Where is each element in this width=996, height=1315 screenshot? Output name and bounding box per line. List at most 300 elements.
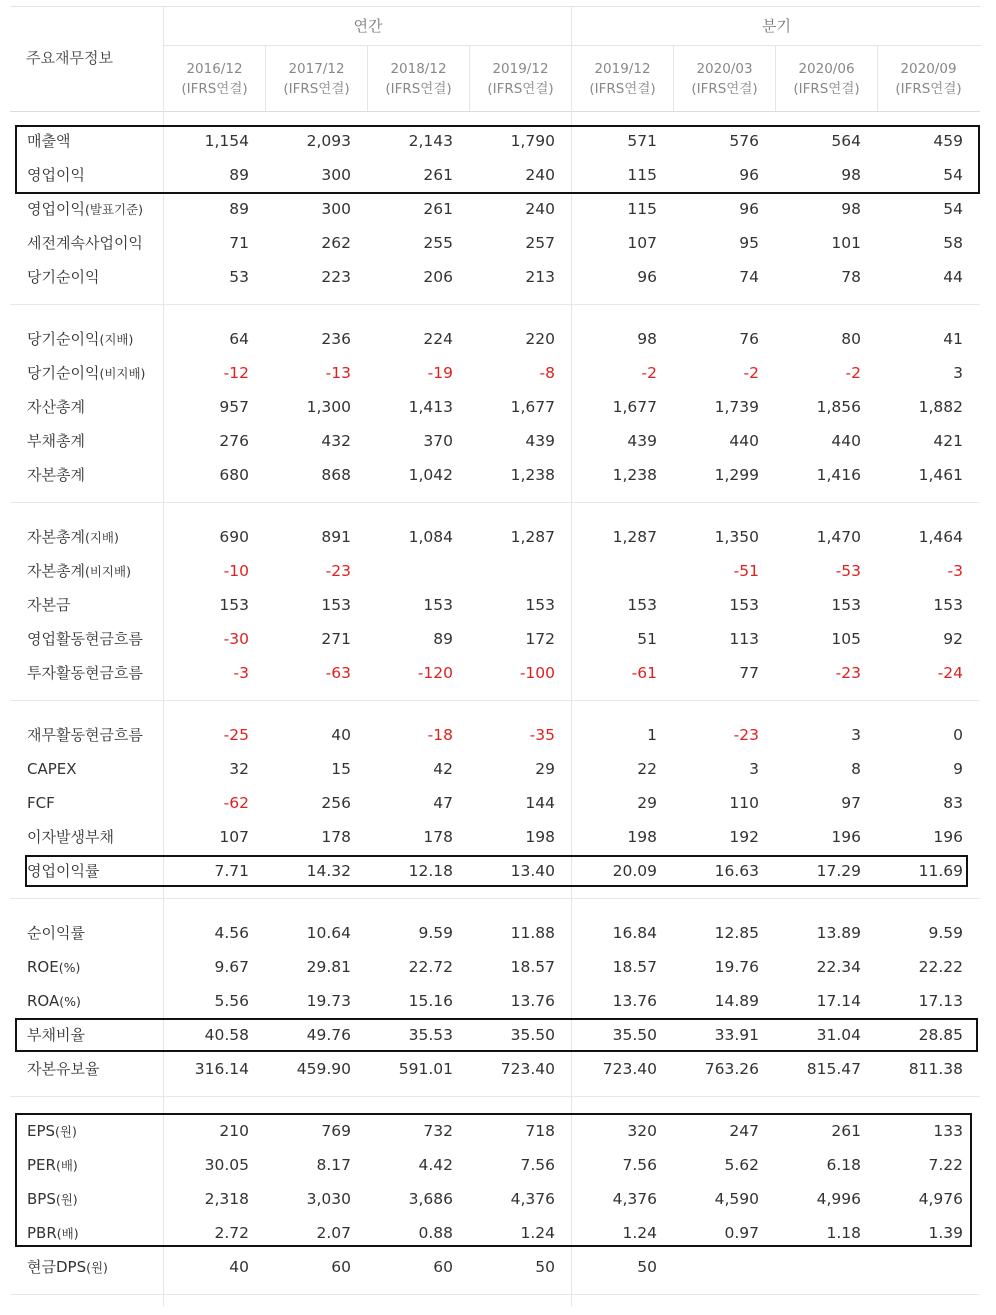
table-cell: 33.91	[714, 1026, 759, 1044]
row-label	[27, 1052, 99, 1086]
table-cell: 723.40	[602, 1060, 657, 1078]
period-header-8	[877, 45, 979, 111]
row-label	[27, 950, 80, 984]
table-row	[10, 950, 980, 984]
period-header-6	[673, 45, 775, 111]
row-label	[27, 1250, 108, 1284]
table-cell: 40	[331, 726, 351, 744]
table-cell: 153	[525, 596, 555, 614]
row-label	[27, 520, 119, 554]
table-cell: 1,299	[714, 466, 759, 484]
table-cell: 16.63	[714, 862, 759, 880]
table-cell: 1,300	[306, 398, 351, 416]
table-cell: 28.85	[918, 1026, 963, 1044]
table-cell: 153	[831, 596, 861, 614]
period-basis: (IFRS연결)	[691, 81, 758, 97]
table-cell: 564	[831, 132, 861, 150]
period-header-1	[163, 45, 265, 111]
table-cell: 178	[423, 828, 453, 846]
table-cell	[571, 554, 657, 588]
period-basis: (IFRS연결)	[589, 81, 656, 97]
table-row	[10, 752, 980, 786]
table-cell: 1.24	[520, 1224, 555, 1242]
section-divider	[10, 700, 980, 701]
table-cell: 83	[943, 794, 963, 812]
table-cell: 1,413	[408, 398, 453, 416]
table-cell: 3	[953, 364, 963, 382]
table-cell: 153	[423, 596, 453, 614]
table-cell: 15.16	[408, 992, 453, 1010]
table-row	[10, 356, 980, 390]
row-label-unit: (비지배)	[99, 366, 146, 381]
table-cell: 115	[627, 200, 657, 218]
table-cell: 440	[831, 432, 861, 450]
table-cell: 680	[219, 466, 249, 484]
table-cell: 1.24	[622, 1224, 657, 1242]
table-cell: 4,376	[510, 1190, 555, 1208]
table-cell: 718	[525, 1122, 555, 1140]
table-cell: 868	[321, 466, 351, 484]
table-cell: 2,093	[306, 132, 351, 150]
table-cell: 271	[321, 630, 351, 648]
table-cell: -10	[223, 562, 249, 580]
section-divider	[10, 898, 980, 899]
table-cell: -120	[417, 664, 453, 682]
table-cell: 1.18	[826, 1224, 861, 1242]
table-cell: 198	[627, 828, 657, 846]
table-cell: -19	[427, 364, 453, 382]
table-row	[10, 192, 980, 226]
row-label	[27, 622, 143, 656]
table-cell: 105	[831, 630, 861, 648]
table-cell: 256	[321, 794, 351, 812]
table-cell: 4.56	[214, 924, 249, 942]
row-label-text: 영업활동현금흐름	[27, 630, 143, 648]
table-cell: 96	[739, 200, 759, 218]
table-cell: 213	[525, 268, 555, 286]
table-cell: 2.72	[214, 1224, 249, 1242]
table-cell: 300	[321, 200, 351, 218]
table-cell: 107	[219, 828, 249, 846]
table-cell: 1,856	[816, 398, 861, 416]
row-label	[27, 984, 81, 1018]
row-label-text: 이자발생부채	[27, 828, 114, 846]
table-cell: 47	[433, 794, 453, 812]
table-cell: 29	[637, 794, 657, 812]
table-cell: 236	[321, 330, 351, 348]
table-cell: 14.89	[714, 992, 759, 1010]
table-cell: 7.71	[214, 862, 249, 880]
table-cell: 17.29	[816, 862, 861, 880]
row-label-unit: (배)	[55, 1158, 78, 1173]
row-label-text: CAPEX	[27, 760, 77, 778]
table-cell: 144	[525, 794, 555, 812]
table-cell: 370	[423, 432, 453, 450]
table-row	[10, 622, 980, 656]
table-cell: 110	[729, 794, 759, 812]
row-label-unit: (비지배)	[84, 564, 131, 579]
table-cell: 2.07	[316, 1224, 351, 1242]
table-cell: 13.89	[816, 924, 861, 942]
period-date: 2020/03	[696, 61, 753, 77]
table-cell: 96	[637, 268, 657, 286]
row-label	[27, 356, 145, 390]
period-date: 2019/12	[594, 61, 651, 77]
table-cell: -3	[947, 562, 963, 580]
table-cell: 196	[831, 828, 861, 846]
row-label	[27, 554, 131, 588]
period-date: 2019/12	[492, 61, 549, 77]
table-row	[10, 984, 980, 1018]
table-cell: 255	[423, 234, 453, 252]
table-cell: 96	[739, 166, 759, 184]
table-cell: 78	[841, 268, 861, 286]
table-cell: 44	[943, 268, 963, 286]
table-cell: 3,686	[408, 1190, 453, 1208]
table-cell: 224	[423, 330, 453, 348]
table-row	[10, 656, 980, 690]
table-cell: 571	[627, 132, 657, 150]
period-date: 2018/12	[390, 61, 447, 77]
table-cell: 4.42	[418, 1156, 453, 1174]
table-cell: 4,976	[918, 1190, 963, 1208]
table-cell: 9	[953, 760, 963, 778]
table-cell: 172	[525, 630, 555, 648]
table-cell: 153	[627, 596, 657, 614]
table-cell: 64	[229, 330, 249, 348]
table-cell: 1.39	[928, 1224, 963, 1242]
table-cell: 432	[321, 432, 351, 450]
table-cell: 89	[229, 166, 249, 184]
table-cell: 101	[831, 234, 861, 252]
table-cell: -8	[539, 364, 555, 382]
table-cell: 18.57	[612, 958, 657, 976]
table-cell: 7.22	[928, 1156, 963, 1174]
table-cell: 133	[933, 1122, 963, 1140]
table-cell: 8.17	[316, 1156, 351, 1174]
table-cell: -23	[325, 562, 351, 580]
table-cell: 53	[229, 268, 249, 286]
row-label-unit: (지배)	[99, 332, 134, 347]
table-cell: 732	[423, 1122, 453, 1140]
row-label-text: 현금DPS	[27, 1258, 87, 1276]
table-row	[10, 226, 980, 260]
table-cell: 12.85	[714, 924, 759, 942]
table-cell	[469, 554, 555, 588]
table-cell: 11.69	[918, 862, 963, 880]
period-basis: (IFRS연결)	[283, 81, 350, 97]
table-cell: 18.57	[510, 958, 555, 976]
table-cell: 1,882	[918, 398, 963, 416]
table-cell: 1,464	[918, 528, 963, 546]
table-cell: 17.13	[918, 992, 963, 1010]
highlight-box-op-margin	[25, 855, 968, 887]
table-cell: 3,030	[306, 1190, 351, 1208]
table-cell: 316.14	[194, 1060, 249, 1078]
table-cell: 1,470	[816, 528, 861, 546]
row-label-text: PBR	[27, 1224, 57, 1242]
row-label-text: 투자활동현금흐름	[27, 664, 143, 682]
table-cell: 439	[525, 432, 555, 450]
table-cell: 1,677	[510, 398, 555, 416]
table-cell: 8	[851, 760, 861, 778]
table-cell: 2,143	[408, 132, 453, 150]
table-cell: 77	[739, 664, 759, 682]
table-cell: 60	[433, 1258, 453, 1276]
table-cell: 9.67	[214, 958, 249, 976]
row-label-unit: (원)	[55, 1124, 77, 1139]
table-cell: 891	[321, 528, 351, 546]
table-cell: 58	[943, 234, 963, 252]
table-cell: 1,287	[612, 528, 657, 546]
table-cell: 13.76	[612, 992, 657, 1010]
table-cell: -53	[835, 562, 861, 580]
row-label	[27, 656, 143, 690]
table-cell: 19.73	[306, 992, 351, 1010]
table-row	[10, 718, 980, 752]
table-row	[10, 1250, 980, 1284]
table-cell: 1,739	[714, 398, 759, 416]
table-cell: 240	[525, 200, 555, 218]
table-cell: -23	[835, 664, 861, 682]
row-label-text: 자산총계	[27, 398, 85, 416]
table-cell: 13.40	[510, 862, 555, 880]
row-label	[27, 820, 114, 854]
table-cell: 51	[637, 630, 657, 648]
row-label-text: 자본금	[27, 596, 71, 614]
row-label-text: 자본유보율	[27, 1060, 100, 1078]
table-row	[10, 588, 980, 622]
period-basis: (IFRS연결)	[385, 81, 452, 97]
table-cell: 811.38	[908, 1060, 963, 1078]
table-cell: 3	[749, 760, 759, 778]
row-label-unit: (%)	[58, 960, 81, 975]
row-label	[27, 322, 133, 356]
table-cell: 50	[637, 1258, 657, 1276]
table-row	[10, 554, 980, 588]
table-cell: 0	[953, 726, 963, 744]
table-cell: 261	[423, 166, 453, 184]
table-row	[10, 786, 980, 820]
table-row	[10, 390, 980, 424]
table-cell: 1,461	[918, 466, 963, 484]
table-cell: 261	[831, 1122, 861, 1140]
table-cell: 815.47	[806, 1060, 861, 1078]
section-divider	[10, 1096, 980, 1097]
table-cell: 421	[933, 432, 963, 450]
table-cell: 320	[627, 1122, 657, 1140]
table-cell: 17.14	[816, 992, 861, 1010]
table-cell: 29	[535, 760, 555, 778]
table-cell: -3	[233, 664, 249, 682]
table-cell: -18	[427, 726, 453, 744]
table-cell: 60	[331, 1258, 351, 1276]
row-label	[27, 752, 77, 786]
table-cell: 12.18	[408, 862, 453, 880]
table-cell: 98	[841, 200, 861, 218]
table-cell: 153	[321, 596, 351, 614]
table-cell: 42	[433, 760, 453, 778]
table-cell: 10.64	[306, 924, 351, 942]
table-cell: -12	[223, 364, 249, 382]
section-divider	[10, 1294, 980, 1295]
table-cell: 9.59	[418, 924, 453, 942]
table-cell: 35.53	[408, 1026, 453, 1044]
row-label	[27, 390, 85, 424]
table-cell: 29.81	[306, 958, 351, 976]
table-cell: 22.72	[408, 958, 453, 976]
row-label	[27, 588, 70, 622]
row-label-text: 영업이익	[27, 166, 85, 184]
table-cell: 4,590	[714, 1190, 759, 1208]
row-label-unit: (배)	[56, 1226, 79, 1241]
table-cell: 98	[637, 330, 657, 348]
table-cell: 13.76	[510, 992, 555, 1010]
table-cell: 1,238	[510, 466, 555, 484]
table-cell: 276	[219, 432, 249, 450]
table-cell: 7.56	[622, 1156, 657, 1174]
table-cell: -23	[733, 726, 759, 744]
table-cell: 15	[331, 760, 351, 778]
table-cell: 247	[729, 1122, 759, 1140]
table-cell: 80	[841, 330, 861, 348]
row-label-text: ROE	[27, 958, 59, 976]
header-title: 주요재무정보	[26, 49, 113, 67]
table-cell: 32	[229, 760, 249, 778]
period-header-3	[367, 45, 469, 111]
table-cell: 1,042	[408, 466, 453, 484]
table-cell: 690	[219, 528, 249, 546]
row-label-text: 매출액	[27, 132, 71, 150]
table-cell: 7.56	[520, 1156, 555, 1174]
table-cell: 4,996	[816, 1190, 861, 1208]
highlight-box-debt-ratio	[15, 1018, 978, 1052]
table-cell: 192	[729, 828, 759, 846]
row-label-unit: (발표기준)	[84, 202, 144, 217]
table-cell: -35	[529, 726, 555, 744]
row-label-text: PER	[27, 1156, 56, 1174]
table-cell: 40	[229, 1258, 249, 1276]
table-row	[10, 322, 980, 356]
table-cell: -2	[845, 364, 861, 382]
table-row	[10, 916, 980, 950]
table-cell: 957	[219, 398, 249, 416]
table-cell	[367, 554, 453, 588]
row-label-text: ROA	[27, 992, 60, 1010]
table-cell: 5.62	[724, 1156, 759, 1174]
table-row	[10, 520, 980, 554]
period-header-7	[775, 45, 877, 111]
table-cell: 35.50	[612, 1026, 657, 1044]
table-cell: 576	[729, 132, 759, 150]
table-cell: 35.50	[510, 1026, 555, 1044]
highlight-box-revenue	[15, 125, 980, 194]
table-cell	[775, 1250, 861, 1284]
table-cell: 1	[647, 726, 657, 744]
table-cell: 459.90	[296, 1060, 351, 1078]
table-cell: 16.84	[612, 924, 657, 942]
table-cell: -25	[223, 726, 249, 744]
row-label-text: 부채비율	[27, 1026, 85, 1044]
row-label-unit: (지배)	[84, 530, 119, 545]
table-cell: 9.59	[928, 924, 963, 942]
row-label	[27, 458, 85, 492]
row-label	[27, 226, 143, 260]
table-row	[10, 458, 980, 492]
table-cell: -62	[223, 794, 249, 812]
table-cell: 153	[933, 596, 963, 614]
group-quarterly: 분기	[571, 7, 981, 46]
table-cell: 6.18	[826, 1156, 861, 1174]
row-label	[27, 192, 143, 226]
table-cell: 763.26	[704, 1060, 759, 1078]
period-header-2	[265, 45, 367, 111]
table-cell: 1,350	[714, 528, 759, 546]
row-label-text: 영업이익	[27, 200, 85, 218]
row-label	[27, 916, 85, 950]
table-cell: 11.88	[510, 924, 555, 942]
table-cell: 196	[933, 828, 963, 846]
table-cell: 439	[627, 432, 657, 450]
table-cell: 22.34	[816, 958, 861, 976]
table-cell: 92	[943, 630, 963, 648]
section-divider	[10, 304, 980, 305]
table-cell: -100	[519, 664, 555, 682]
table-cell: 31.04	[816, 1026, 861, 1044]
table-cell: 71	[229, 234, 249, 252]
row-label-text: 영업이익률	[27, 862, 100, 880]
row-label	[27, 424, 85, 458]
row-label	[27, 718, 143, 752]
table-cell: 198	[525, 828, 555, 846]
table-cell: 223	[321, 268, 351, 286]
table-cell: 262	[321, 234, 351, 252]
table-cell: 22.22	[918, 958, 963, 976]
table-cell: -2	[743, 364, 759, 382]
table-cell: 723.40	[500, 1060, 555, 1078]
row-label-unit: (원)	[86, 1260, 108, 1275]
table-cell: -24	[937, 664, 963, 682]
row-label-text: FCF	[27, 794, 55, 812]
table-cell: 49.76	[306, 1026, 351, 1044]
table-cell: 440	[729, 432, 759, 450]
table-cell: 89	[229, 200, 249, 218]
table-cell: 74	[739, 268, 759, 286]
table-cell: 14.32	[306, 862, 351, 880]
table-cell: 5.56	[214, 992, 249, 1010]
row-label-text: 당기순이익	[27, 330, 100, 348]
table-row	[10, 260, 980, 294]
period-basis: (IFRS연결)	[793, 81, 860, 97]
row-label-unit: (원)	[55, 1192, 78, 1207]
table-cell: 41	[943, 330, 963, 348]
table-cell: 30.05	[204, 1156, 249, 1174]
table-cell: 153	[219, 596, 249, 614]
table-cell: 1,677	[612, 398, 657, 416]
row-label-text: 순이익률	[27, 924, 85, 942]
table-cell: 210	[219, 1122, 249, 1140]
highlight-box-valuation	[15, 1113, 972, 1247]
row-label-text: 부채총계	[27, 432, 85, 450]
table-cell: 22	[637, 760, 657, 778]
table-cell: 1,154	[204, 132, 249, 150]
row-label-unit: (%)	[59, 994, 81, 1009]
table-cell: 98	[841, 166, 861, 184]
table-cell: -63	[325, 664, 351, 682]
table-cell: 107	[627, 234, 657, 252]
group-annual: 연간	[163, 7, 572, 46]
table-cell: 95	[739, 234, 759, 252]
